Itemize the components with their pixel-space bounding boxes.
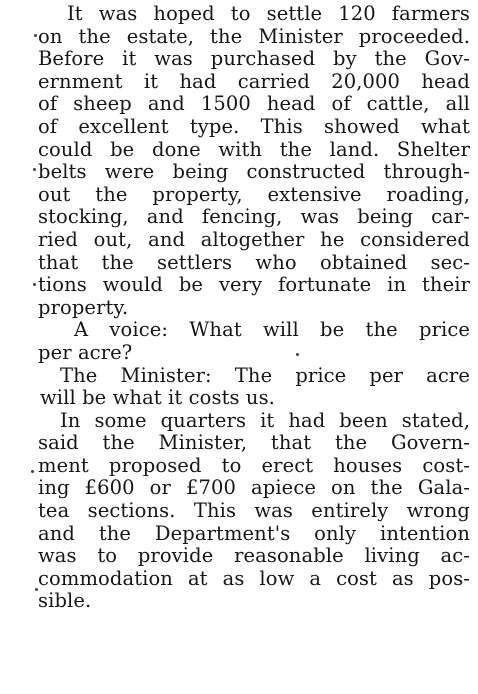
article-line: The Minister: The price per acre	[60, 363, 470, 387]
article-line: of sheep and 1500 head of cattle, all	[38, 92, 470, 116]
scan-speck	[296, 353, 299, 356]
scan-speck	[35, 588, 38, 591]
article-line: per acre?	[38, 340, 133, 364]
article-line: tea sections. This was entirely wrong	[38, 499, 470, 523]
article-line: out the property, extensive roading,	[38, 182, 470, 206]
article-line: commodation at as low a cost as pos-	[38, 566, 470, 590]
article-line: on the estate, the Minister proceeded.	[38, 24, 470, 48]
scan-speck	[34, 34, 37, 37]
article-column	[38, 3, 470, 613]
article-line: sible.	[38, 589, 92, 613]
article-line: ried out, and altogether he considered	[38, 227, 470, 251]
article-line: property.	[38, 295, 129, 319]
article-line: that the settlers who obtained sec-	[38, 250, 470, 274]
article-line: In some quarters it had been stated,	[60, 408, 470, 432]
article-line: said the Minister, that the Govern-	[38, 431, 470, 455]
article-line: Before it was purchased by the Gov-	[38, 47, 470, 71]
article-line: It was hoped to settle 120 farmers	[67, 2, 470, 25]
article-line: A voice: What will be the price	[74, 318, 470, 342]
article-line: ing £600 or £700 apiece on the Gala-	[38, 476, 470, 500]
article-line: and the Department's only intention	[38, 521, 470, 545]
article-line: stocking, and fencing, was being car-	[38, 205, 470, 229]
scan-speck	[33, 168, 36, 171]
article-line: could be done with the land. Shelter	[38, 137, 470, 161]
article-line: ment proposed to erect houses cost-	[38, 453, 470, 477]
article-line: belts were being constructed through-	[38, 160, 470, 184]
article-line: was to provide reasonable living ac-	[38, 544, 470, 568]
scan-speck	[33, 283, 36, 286]
article-line: ernment it had carried 20,000 head	[38, 69, 470, 93]
article-line: of excellent type. This showed what	[38, 114, 470, 138]
scan-speck	[31, 470, 34, 473]
article-line: will be what it costs us.	[40, 386, 275, 410]
article-line: tions would be very fortunate in their	[38, 273, 470, 297]
